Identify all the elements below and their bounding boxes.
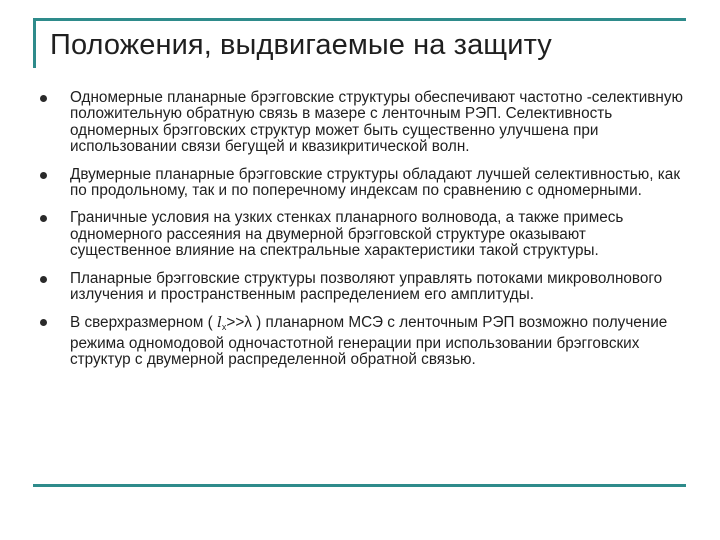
bottom-border-line [33,484,686,487]
bullet-item [36,314,691,368]
bullet-text: Двумерные планарные брэгговские структуры обладают лучшей селективностью, как по продольному, так и по поперечному индексам по сравнению с одномерными. [70,165,681,200]
bullet-dot-icon [40,215,47,222]
bullet-list [36,90,691,369]
bullet-dot-icon [40,276,47,283]
bullet-item [36,167,691,200]
bullet-text: Граничные условия на узких стенках планарного волновода, а также примесь одномерного рассеяния на двумерной брэгговской структуре оказывают существенное влияние на спектральные характеристики такой структуры. [70,209,624,260]
bullet-text: Одномерные планарные брэгговские структуры обеспечивают частотно -селективную положительную обратную связь в мазере с ленточным РЭП. Селективность одномерных брэгговских структур может быть существенно улучшена при использовании связи бегущей и квазикритической волн. [70,89,683,156]
bullet-item [36,90,691,156]
bullet-item [36,210,691,259]
bullet-dot-icon [40,172,47,179]
bullet-dot-icon [40,95,47,102]
slide-title: Положения, выдвигаемые на защиту [50,29,552,61]
bullet-text-prefix: В сверхразмерном ( [70,314,218,332]
length-symbol: l [217,313,222,332]
wavelength-relation: >>λ [226,314,252,332]
length-subscript: x [221,322,227,333]
top-border-line [33,18,686,21]
bullet-text-suffix: ) планарном МСЭ с ленточным РЭП возможно получение режима одномодовой одночастотной генерации при использовании брэгговских структур с двумерной распределенной обратной связью. [70,314,668,369]
bullet-item [36,271,691,304]
left-border-line [33,18,36,68]
bullet-dot-icon [40,319,47,326]
bullet-text: Планарные брэгговские структуры позволяют управлять потоками микроволнового излучения и пространственным распределением его амплитуды. [70,269,663,304]
